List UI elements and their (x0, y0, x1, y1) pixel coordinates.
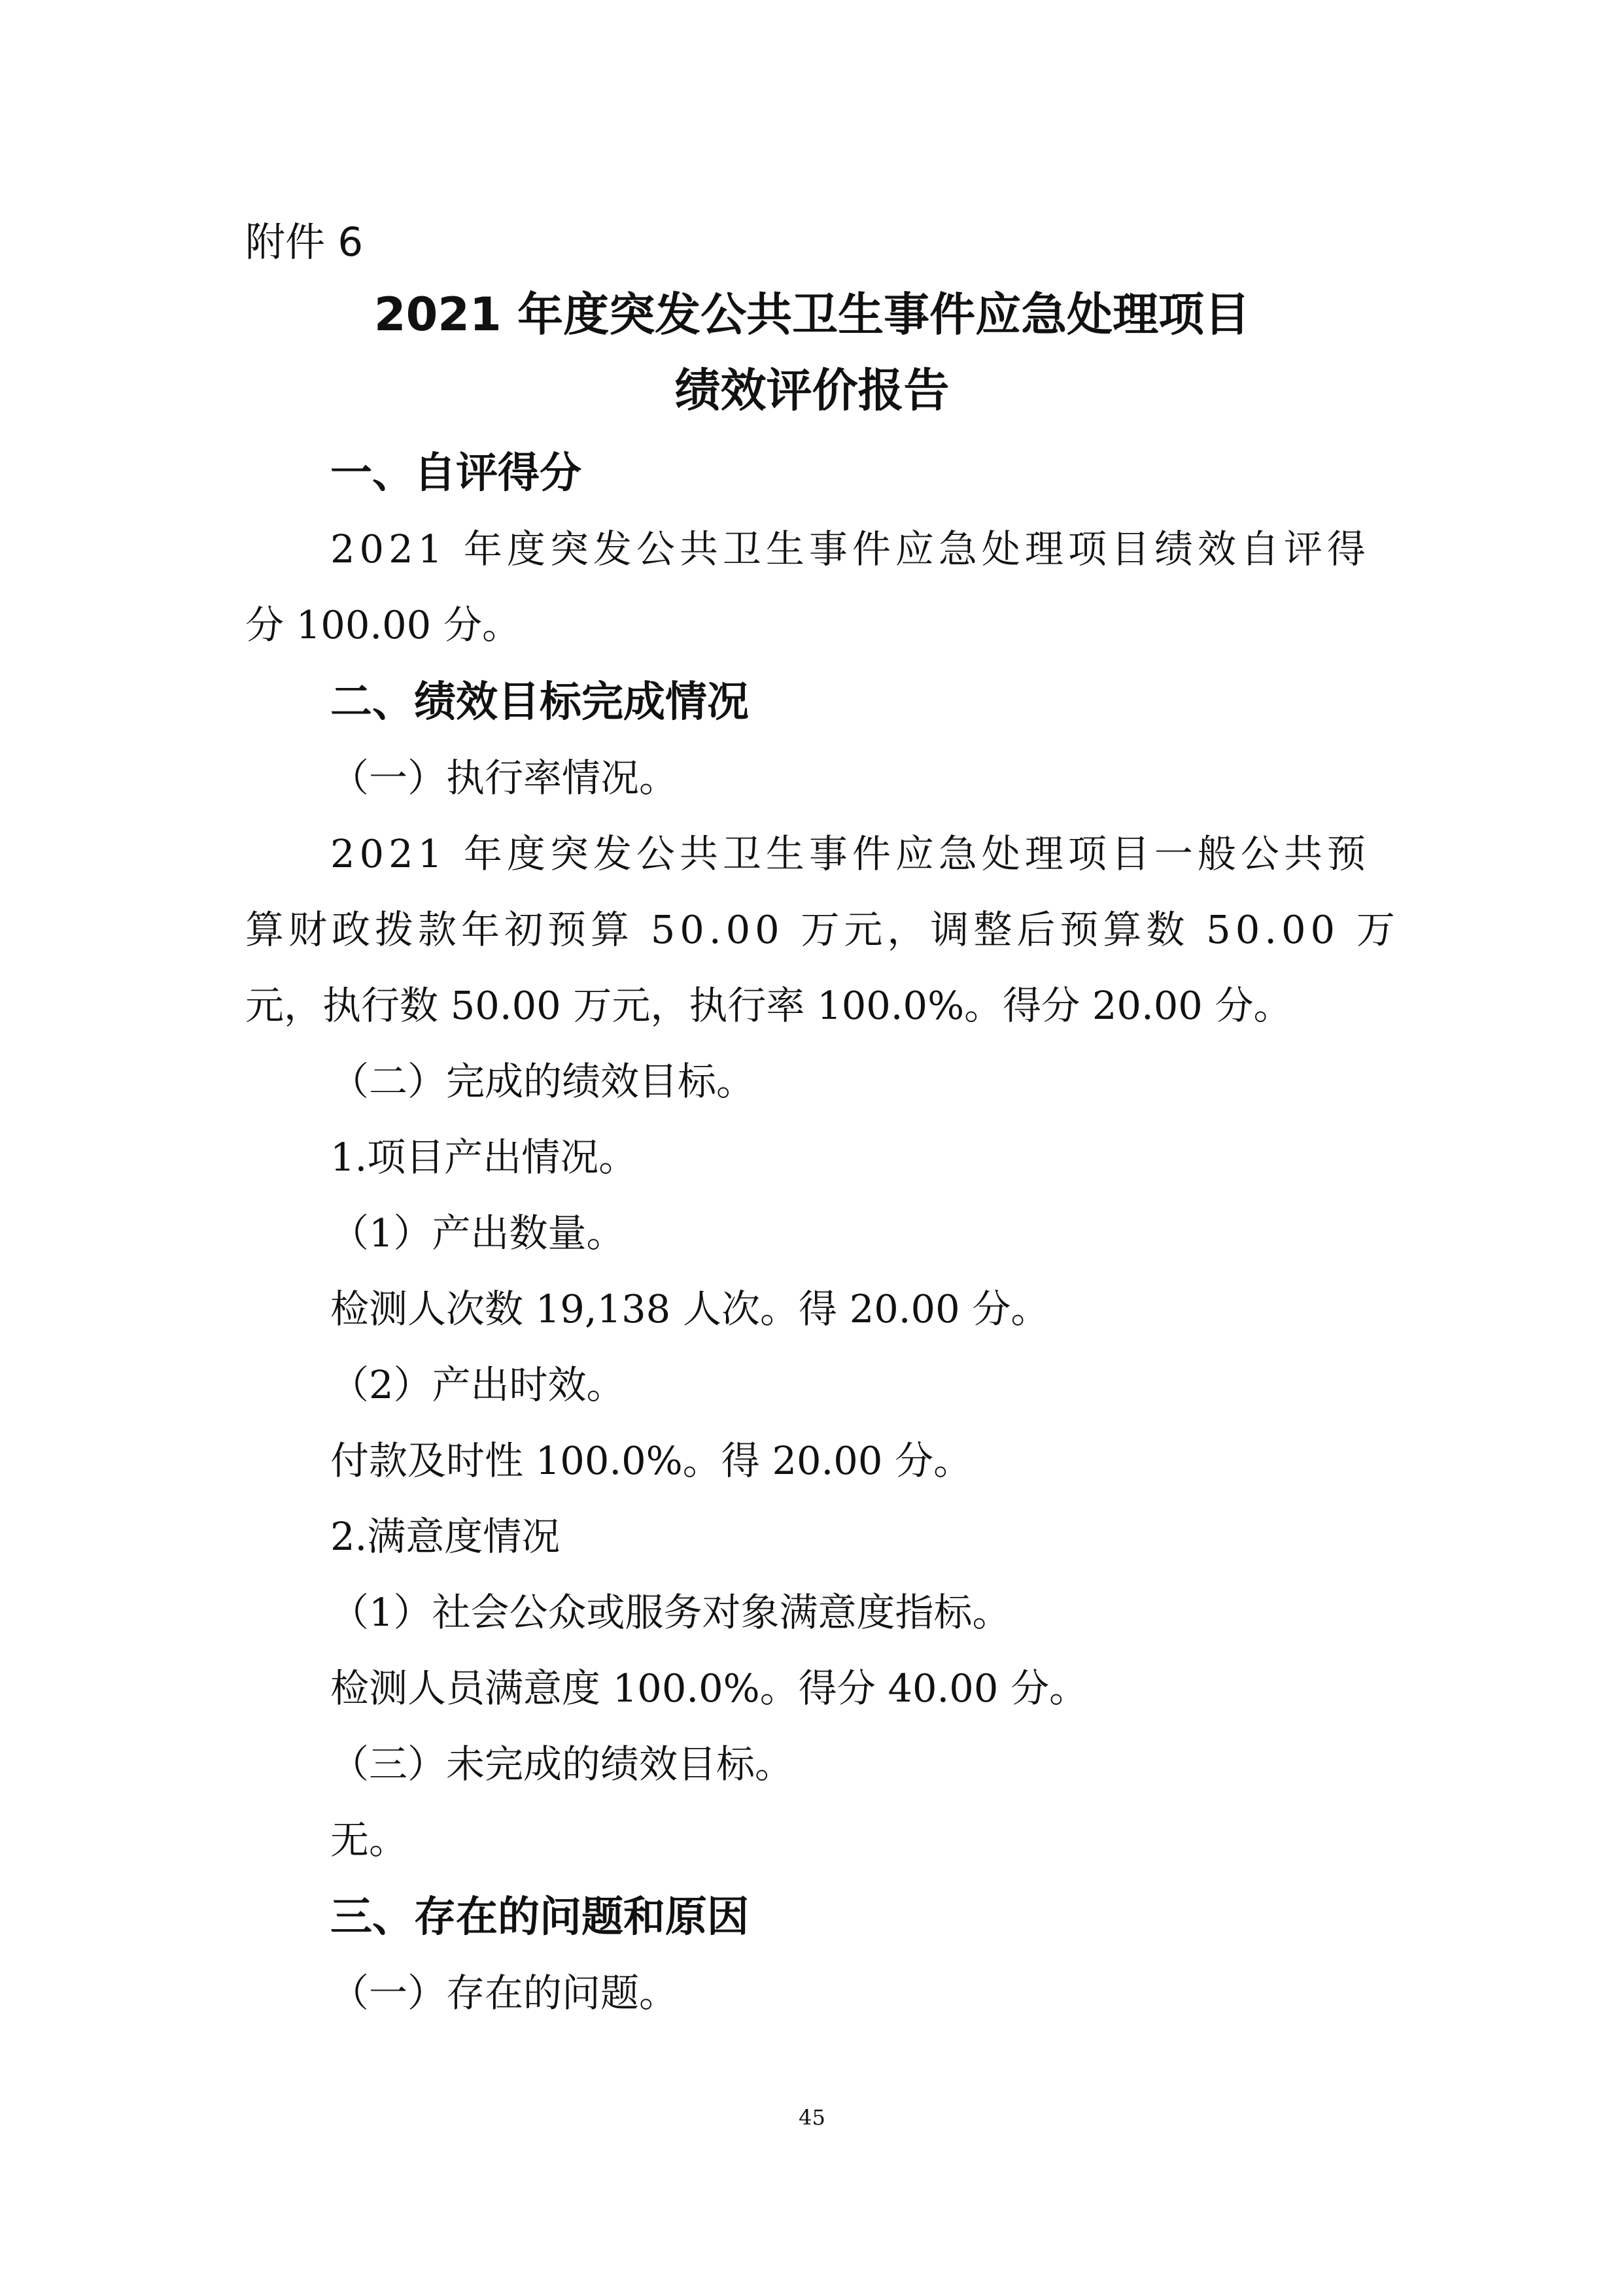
attachment-label: 附件 6 (245, 219, 364, 266)
page-number: 45 (799, 2105, 825, 2130)
subheading-execution-rate: （一）执行率情况。 (330, 755, 678, 800)
output-quantity-text: 检测人次数 19,138 人次。得 20.00 分。 (330, 1286, 1050, 1331)
subheading-existing-problems: （一）存在的问题。 (330, 1970, 678, 2015)
item-output: 1.项目产出情况。 (330, 1135, 638, 1180)
satisfaction-text: 检测人员满意度 100.0%。得分 40.00 分。 (330, 1666, 1088, 1711)
document-title-line1: 2021 年度突发公共卫生事件应急处理项目 (373, 288, 1251, 341)
item-output-timeliness: （2）产出时效。 (330, 1362, 625, 1407)
self-score-paragraph-line1: 2021 年度突发公共卫生事件应急处理项目绩效自评得 (330, 526, 1370, 572)
execution-rate-paragraph-line2: 算财政拨款年初预算 50.00 万元，调整后预算数 50.00 万 (245, 907, 1400, 952)
section-heading-problems: 三、存在的问题和原因 (330, 1893, 749, 1942)
document-title-line2: 绩效评价报告 (674, 364, 950, 417)
self-score-paragraph-line2: 分 100.00 分。 (245, 602, 521, 647)
execution-rate-paragraph-line3: 元，执行数 50.00 万元，执行率 100.0%。得分 20.00 分。 (245, 983, 1292, 1028)
execution-rate-paragraph-line1: 2021 年度突发公共卫生事件应急处理项目一般公共预 (330, 831, 1370, 876)
section-heading-self-score: 一、自评得分 (330, 449, 581, 498)
uncompleted-goals-text: 无。 (330, 1817, 408, 1862)
output-timeliness-text: 付款及时性 100.0%。得 20.00 分。 (330, 1438, 973, 1483)
item-satisfaction: 2.满意度情况 (330, 1514, 561, 1559)
section-heading-goal-completion: 二、绩效目标完成情况 (330, 678, 749, 727)
subheading-uncompleted-goals: （三）未完成的绩效目标。 (330, 1741, 794, 1787)
subheading-completed-goals: （二）完成的绩效目标。 (330, 1059, 755, 1104)
item-output-quantity: （1）产出数量。 (330, 1210, 625, 1256)
item-satisfaction-indicator: （1）社会公众或服务对象满意度指标。 (330, 1590, 1011, 1635)
